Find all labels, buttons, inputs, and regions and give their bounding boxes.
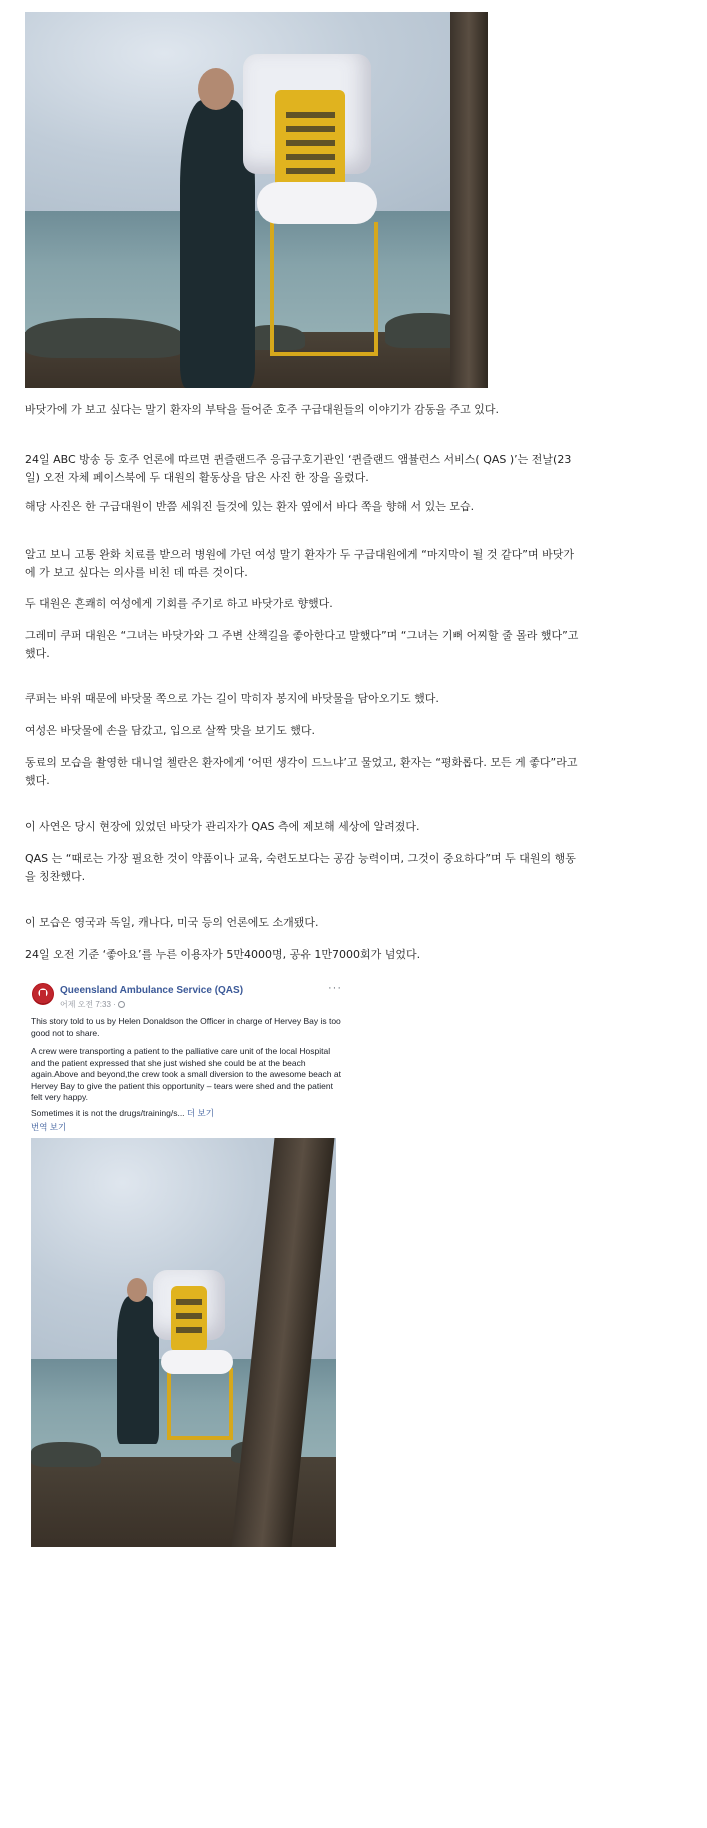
- fb-page-name-link[interactable]: Queensland Ambulance Service (QAS): [60, 985, 244, 996]
- photo-stretcher-sheet: [161, 1350, 233, 1374]
- qas-cross-icon: [40, 990, 46, 998]
- photo-paramedic-head: [127, 1278, 147, 1302]
- more-options-icon[interactable]: ···: [328, 982, 342, 994]
- photo-rock: [25, 318, 185, 358]
- photo-paramedic-head: [198, 68, 234, 110]
- fb-post-text: This story told to us by Helen Donaldson the Officer in charge of Hervey Bay is too good not to share.: [31, 1016, 341, 1038]
- photo-rock: [31, 1442, 101, 1467]
- article-paragraph: 알고 보니 고통 완화 치료를 받으러 병원에 가던 여성 말기 환자가 두 구급대원에게 “마지막이 될 것 같다”며 바닷가에 가 보고 싶다는 의사를 비친 데 따른 것이다.: [25, 548, 575, 579]
- article-paragraph: 쿠퍼는 바위 때문에 바닷물 쪽으로 가는 길이 막히자 봉지에 바닷물을 담아오기도 했다.: [25, 692, 439, 705]
- photo-stretcher-sheet: [257, 182, 377, 224]
- main-photo: [25, 12, 488, 388]
- qas-logo-avatar[interactable]: [32, 983, 54, 1005]
- see-translation-link[interactable]: 번역 보기: [31, 1122, 67, 1132]
- article-paragraph: 두 대원은 흔쾌히 여성에게 기회를 주기로 하고 바닷가로 향했다.: [25, 597, 333, 610]
- photo-tree-trunk: [450, 12, 488, 388]
- article-paragraph: 바닷가에 가 보고 싶다는 말기 환자의 부탁을 들어준 호주 구급대원들의 이야기가 감동을 주고 있다.: [25, 403, 499, 416]
- article-paragraph: 이 모습은 영국과 독일, 캐나다, 미국 등의 언론에도 소개됐다.: [25, 916, 319, 929]
- globe-icon: [118, 1001, 125, 1008]
- photo-stretcher-legs: [270, 222, 378, 356]
- article-paragraph: 동료의 모습을 촬영한 대니얼 첼란은 환자에게 ‘어떤 생각이 드느냐’고 물었고, 환자는 “평화롭다. 모든 게 좋다”라고 했다.: [25, 756, 578, 787]
- article-paragraph: QAS 는 “때로는 가장 필요한 것이 약품이나 교육, 숙련도보다는 공감 능력이며, 그것이 중요하다”며 두 대원의 행동을 칭찬했다.: [25, 852, 576, 883]
- photo-stretcher-back: [171, 1286, 207, 1352]
- article-paragraph: 24일 오전 기준 ‘좋아요’를 누른 이용자가 5만4000명, 공유 1만7000회가 넘었다.: [25, 948, 421, 961]
- fb-post-timestamp[interactable]: [60, 999, 125, 1010]
- photo-stretcher-legs: [167, 1368, 233, 1440]
- fb-post-text-truncated: [31, 1108, 346, 1120]
- article-paragraph: 해당 사진은 한 구급대원이 반쯤 세워진 들것에 있는 환자 옆에서 바다 쪽을 향해 서 있는 모습.: [25, 500, 475, 513]
- fb-post-text-end: Sometimes it is not the drugs/training/s...: [31, 1108, 185, 1118]
- fb-post-text: A crew were transporting a patient to the palliative care unit of the local Hospital and the patient expressed that she just wished she could be at the beach again.Above and beyond,the crew took a small diversion to the awesome beach at Hervey Bay to give the patient this opportunity – tears were shed and the patient felt very happy.: [31, 1046, 341, 1102]
- fb-post-time: 어제 오전 7:33 ·: [60, 1000, 119, 1009]
- fb-post-photo[interactable]: [31, 1138, 336, 1547]
- see-more-link[interactable]: 더 보기: [186, 1108, 214, 1118]
- article-paragraph: 이 사연은 당시 현장에 있었던 바닷가 관리자가 QAS 측에 제보해 세상에 알려졌다.: [25, 820, 420, 833]
- article-paragraph: 24일 ABC 방송 등 호주 언론에 따르면 퀸즐랜드주 응급구호기관인 ‘퀸즐랜드 앰뷸런스 서비스( QAS )’는 전날(23일) 오전 자체 페이스북에 두 대원의 활동상을 담은 사진 한 장을 올렸다.: [25, 453, 572, 484]
- article-paragraph: 여성은 바닷물에 손을 담갔고, 입으로 살짝 맛을 보기도 했다.: [25, 724, 315, 737]
- article-paragraph: 그레미 쿠퍼 대원은 “그녀는 바닷가와 그 주변 산책길을 좋아한다고 말했다”며 “그녀는 기뻐 어찌할 줄 몰라 했다”고 했다.: [25, 629, 579, 660]
